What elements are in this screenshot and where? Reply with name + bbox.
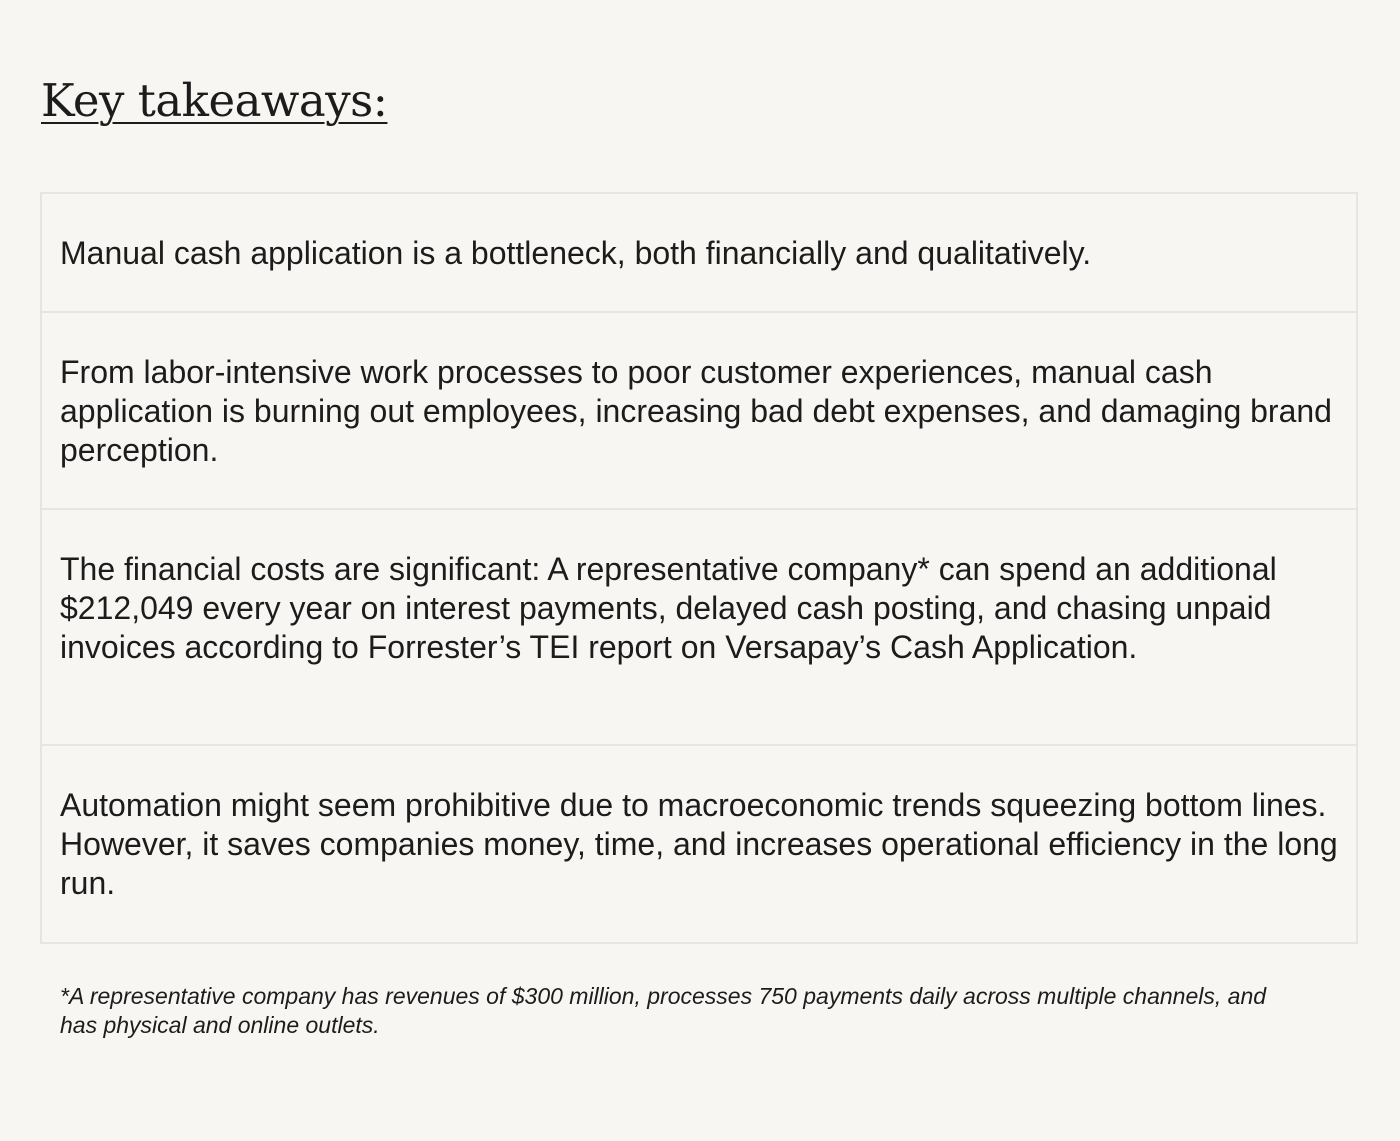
takeaways-list (40, 192, 1358, 944)
takeaway-text: The financial costs are significant: A representative company* can spend an additional $212,049 every year on interest payments, delayed cash posting, and chasing unpaid invoices according to Forrester’s TEI report on Versapay’s Cash Application. (60, 551, 1277, 665)
takeaway-text: From labor-intensive work processes to poor customer experiences, manual cash application is burning out employees, increasing bad debt expenses, and damaging brand perception. (60, 354, 1332, 468)
takeaway-item (42, 746, 1356, 942)
takeaway-item (42, 510, 1356, 746)
takeaway-text: Automation might seem prohibitive due to macroeconomic trends squeezing bottom lines. However, it saves companies money, time, and increases operational efficiency in the long run. (60, 787, 1338, 901)
page-title: Key takeaways: (41, 74, 388, 127)
takeaway-item (42, 313, 1356, 510)
takeaway-item (42, 194, 1356, 313)
takeaway-text: Manual cash application is a bottleneck, both financially and qualitatively. (60, 235, 1092, 271)
footnote: *A representative company has revenues of $300 million, processes 750 payments daily across multiple channels, and has physical and online outlets. (60, 983, 1267, 1038)
